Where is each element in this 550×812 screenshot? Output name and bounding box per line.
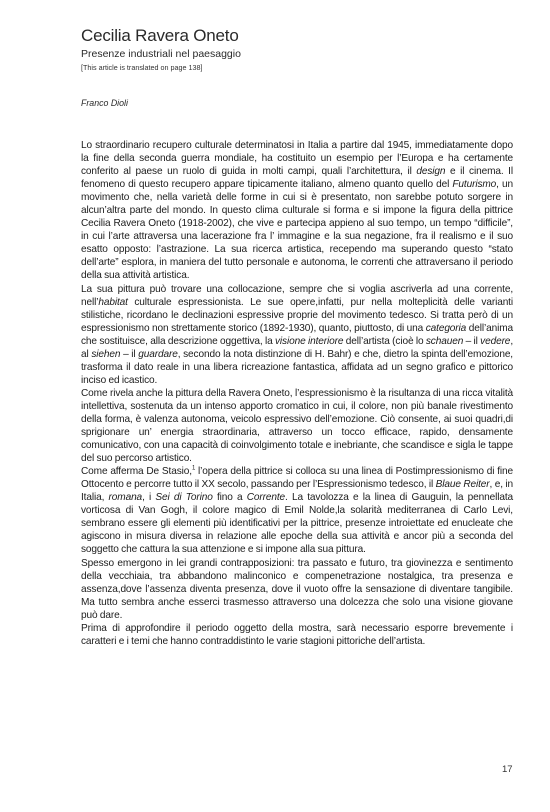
article-subtitle: Presenze industriali nel paesaggio — [81, 48, 241, 60]
italic-term: vedere — [480, 335, 511, 347]
italic-term: categoria — [425, 322, 467, 334]
text-run: , al — [81, 335, 513, 360]
text-run: Come rivela anche la pittura della Ravera Oneto, l’espressionismo è la risultanza di una ricca vitalità intellettiva, sostenuta da un intenso apporto cromatico in cui, il colore, non più banale rivestimento della forma, è valenza autonoma, veicolo espressivo dell’emozione. Ciò consente, ai suoi quadri,di sprigionare un’ energia straordinaria, attraverso un tocco efficace, rapido, densamente comunicativo, con una capacità di coinvolgimento totale e inebriante, che scandisce e sigla le tappe del suo percorso artistico. — [81, 387, 513, 465]
body-paragraph — [81, 387, 513, 465]
body-paragraph — [81, 283, 513, 387]
author-name: Franco Dioli — [81, 98, 128, 108]
italic-term: romana — [108, 492, 143, 504]
italic-term: siehen — [91, 348, 121, 360]
page-number: 17 — [502, 764, 513, 775]
text-run: Prima di approfondire il periodo oggetto della mostra, sarà necessario esporre brevemente i caratteri e i temi che hanno contraddistinto le varie stagioni pittoriche dell’artista. — [81, 622, 513, 647]
text-run: – il — [463, 335, 481, 347]
article-title: Cecilia Ravera Oneto — [81, 26, 239, 45]
italic-term: guardare — [138, 348, 178, 360]
text-run: , i — [142, 492, 156, 504]
text-run: – il — [120, 348, 139, 360]
italic-term: design — [416, 166, 446, 178]
italic-term: Corrente — [246, 492, 286, 504]
body-paragraph — [81, 622, 513, 648]
italic-term: Sei di Torino — [155, 492, 213, 504]
text-run: l’opera della pittrice si colloca su una linea di Postimpressionismo di fine Ottocento e percorre tutto il XX secolo, passando per l’Espressionismo tedesco, il — [81, 466, 513, 491]
footnote-marker: 1 — [191, 465, 196, 472]
article-body — [81, 139, 513, 648]
italic-term: Blaue Reiter — [435, 479, 490, 491]
text-run: Lo straordinario recupero culturale determinatosi in Italia a partire dal 1945, immediatamente dopo la fine della seconda guerra mondiale, ha costituito un esempio per l’Europa e ha certamente conferito al paese un ruolo di guida in molti campi, quali l’architettura, il — [81, 140, 513, 178]
text-run: La sua pittura può trovare una collocazione, sempre che si voglia ascriverla ad una corrente, nell’ — [81, 283, 513, 308]
italic-term: schauen — [425, 335, 464, 347]
text-run: , un movimento che, nella varietà delle forme in cui si è presentato, non sarebbe potuto sorgere in alcun’altra parte del mondo. In questo clima culturale si forma e si impone la figura della pittrice Cecilia Ravera Oneto (1918-2002), che vive e partecipa appieno al suo tempo, un tempo “difficile”, in cui l’arte attraversa una lacerazione fra l’ immagine e la sua negazione, fra il realismo e il suo esatto opposto: l’astrazione. La sua ricerca artistica, recependo ma superando questo “stato dell’arte” esplora, in maniera del tutto personale e autonoma, le correnti che attraversano il periodo della sua attività artistica. — [81, 179, 514, 282]
text-run: culturale espressionista. Le sue opere,infatti, pur nella molteplicità delle varianti stilistiche, ricordano le declinazioni espressive proprie del movimento tedesco. Si tratta però di un espressionismo non strettamente storico (1892-1930), quanto, piuttosto, di una — [81, 296, 513, 334]
text-run: Spesso emergono in lei grandi contrapposizioni: tra passato e futuro, tra giovinezza e sentimento della vecchiaia, tra abbandono malinconico e compenetrazione nostalgica, tra presenza e assenza,dove l’assenza diventa presenza, dove il vuoto offre la sensazione di diventare tangibile. Ma tutto sembra anche esserci trasmesso attraverso una dolcezza che solo una visione giovane può dare. — [81, 557, 513, 621]
italic-term: Futurismo — [452, 179, 497, 191]
text-run: e il cinema. Il fenomeno di questo recupero appare tipicamente italiano, almeno quanto quello del — [81, 166, 513, 191]
body-paragraph — [81, 557, 513, 622]
text-run: fino a — [212, 492, 247, 504]
text-run: dell’anima che sostituisce, alla descrizione oggettiva, la — [81, 322, 513, 347]
text-run: . La tavolozza e la linea di Gauguin, la pennellata vorticosa di Van Gogh, il colore magico di Emil Nolde,la solarità mediterranea di Carlo Levi, sembrano essere gli elementi più identificativi per la pittrice, presenze introiettate ed enucleate che agiscono in misura diversa in relazione alle epoche della sua attività e ancor più a seconda del soggetto che cattura la sua attenzione e si impone alla sua pittura. — [81, 492, 514, 556]
translation-note: [This article is translated on page 138] — [81, 63, 203, 72]
body-paragraph — [81, 465, 513, 556]
text-run: , secondo la nota distinzione di H. Bahr) e che, dietro la spinta dell’emozione, trasforma il dato reale in una libera ricreazione fantastica, affidata ad un segno grafico e pittorico inciso ed icastico. — [81, 348, 513, 386]
body-paragraph — [81, 139, 513, 283]
italic-term: visione interiore — [274, 335, 344, 347]
text-run: dell’artista (cioè lo — [343, 335, 426, 347]
text-run: , e, in Italia, — [81, 479, 514, 504]
article-header — [81, 26, 511, 73]
text-run: Come afferma De Stasio, — [81, 466, 192, 478]
italic-term: habitat — [98, 296, 128, 308]
